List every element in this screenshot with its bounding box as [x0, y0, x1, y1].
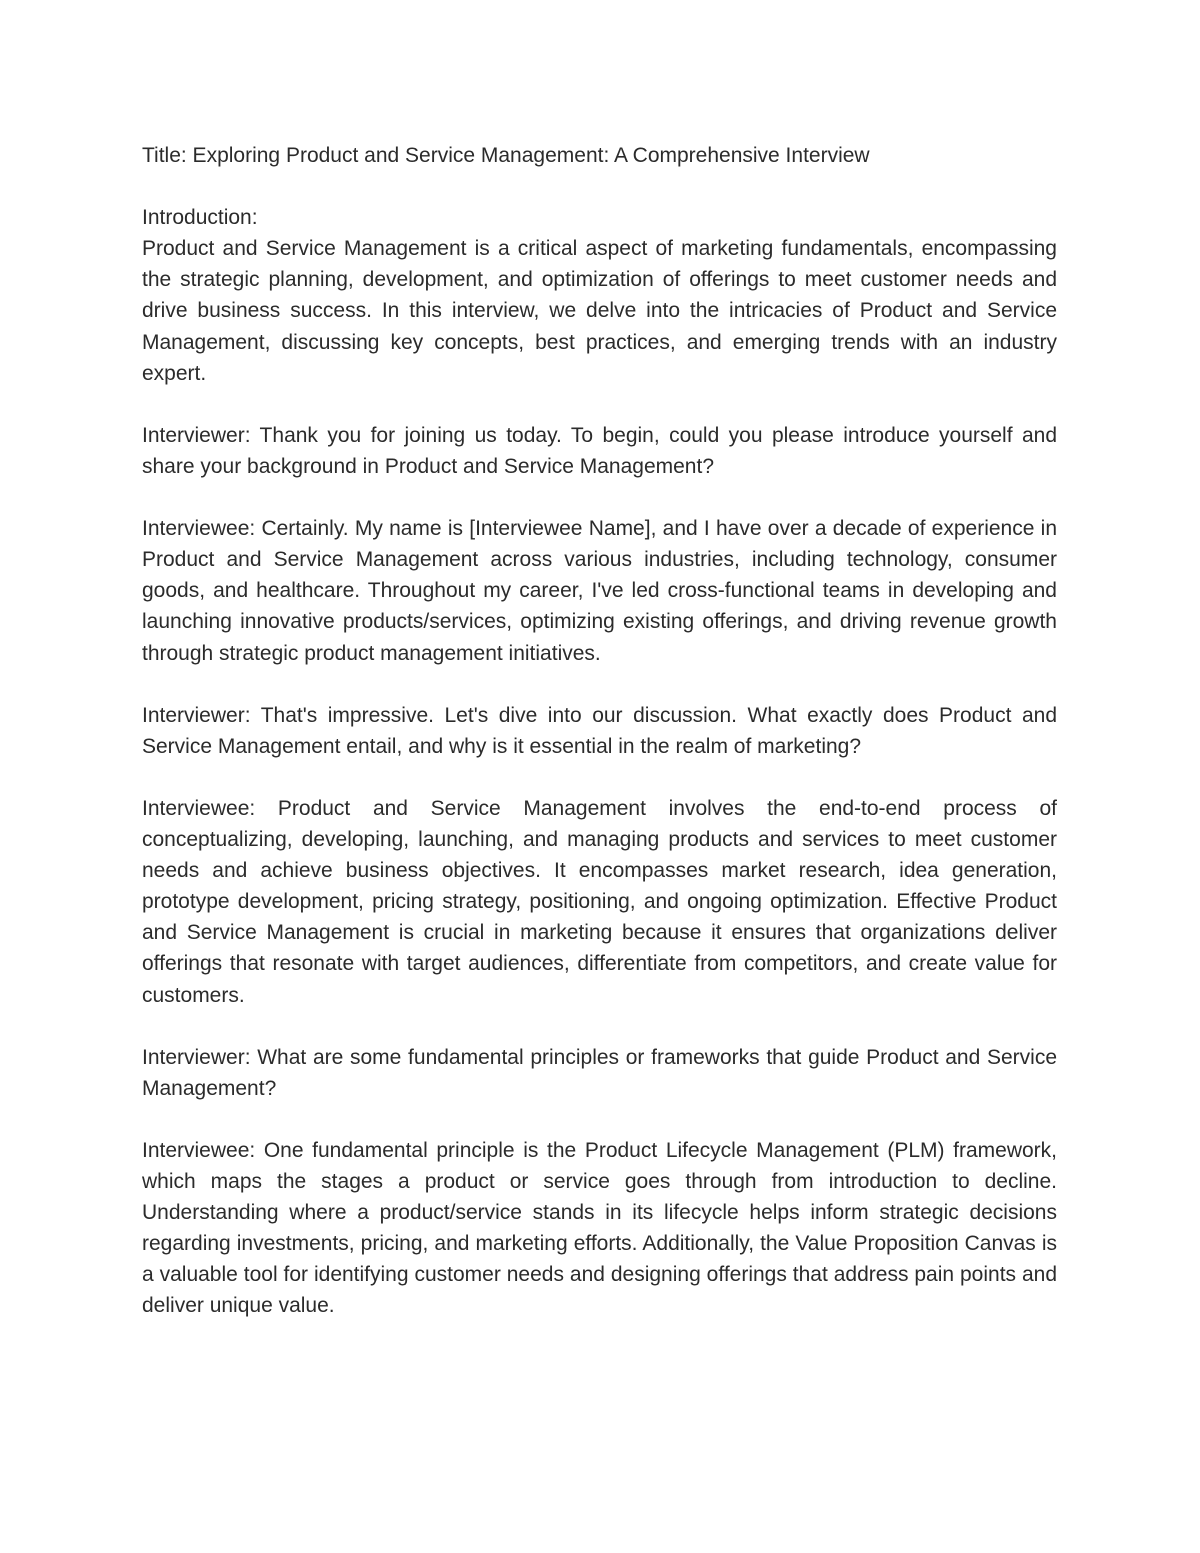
interviewee-answer-1: Interviewee: Certainly. My name is [Interviewee Name], and I have over a decade of experience in Product and Service Management across various industries, including technology, consumer goods, and healthcare. Throughout my career, I've led cross-functional teams in developing and launching innovative products/services, optimizing existing offerings, and driving revenue growth through strategic product management initiatives. — [142, 517, 1057, 665]
interviewer-question-1: Interviewer: Thank you for joining us today. To begin, could you please introduce yourself and share your background in Product and Service Management? — [142, 423, 1057, 478]
document-page — [142, 140, 1057, 1353]
interviewee-answer-2: Interviewee: Product and Service Management involves the end-to-end process of conceptualizing, developing, launching, and managing products and services to meet customer needs and achieve business objectives. It encompasses market research, idea generation, prototype development, pricing strategy, positioning, and ongoing optimization. Effective Product and Service Management is crucial in marketing because it ensures that organizations deliver offerings that resonate with target audiences, differentiate from competitors, and create value for customers. — [142, 796, 1057, 1007]
introduction-heading: Introduction: — [142, 206, 258, 230]
interviewer-question-2: Interviewer: That's impressive. Let's dive into our discussion. What exactly does Product and Service Management entail, and why is it essential in the realm of marketing? — [142, 703, 1057, 758]
introduction-paragraph: Product and Service Management is a critical aspect of marketing fundamentals, encompassing the strategic planning, development, and optimization of offerings to meet customer needs and drive business success. In this interview, we delve into the intricacies of Product and Service Management, discussing key concepts, best practices, and emerging trends with an industry expert. — [142, 237, 1057, 385]
interviewee-answer-3: Interviewee: One fundamental principle is the Product Lifecycle Management (PLM) framework, which maps the stages a product or service goes through from introduction to decline. Understanding where a product/service stands in its lifecycle helps inform strategic decisions regarding investments, pricing, and marketing efforts. Additionally, the Value Proposition Canvas is a valuable tool for identifying customer needs and designing offerings that address pain points and deliver unique value. — [142, 1139, 1057, 1318]
interviewer-question-3: Interviewer: What are some fundamental principles or frameworks that guide Product and Service Management? — [142, 1045, 1057, 1100]
document-title: Title: Exploring Product and Service Management: A Comprehensive Interview — [142, 144, 870, 167]
